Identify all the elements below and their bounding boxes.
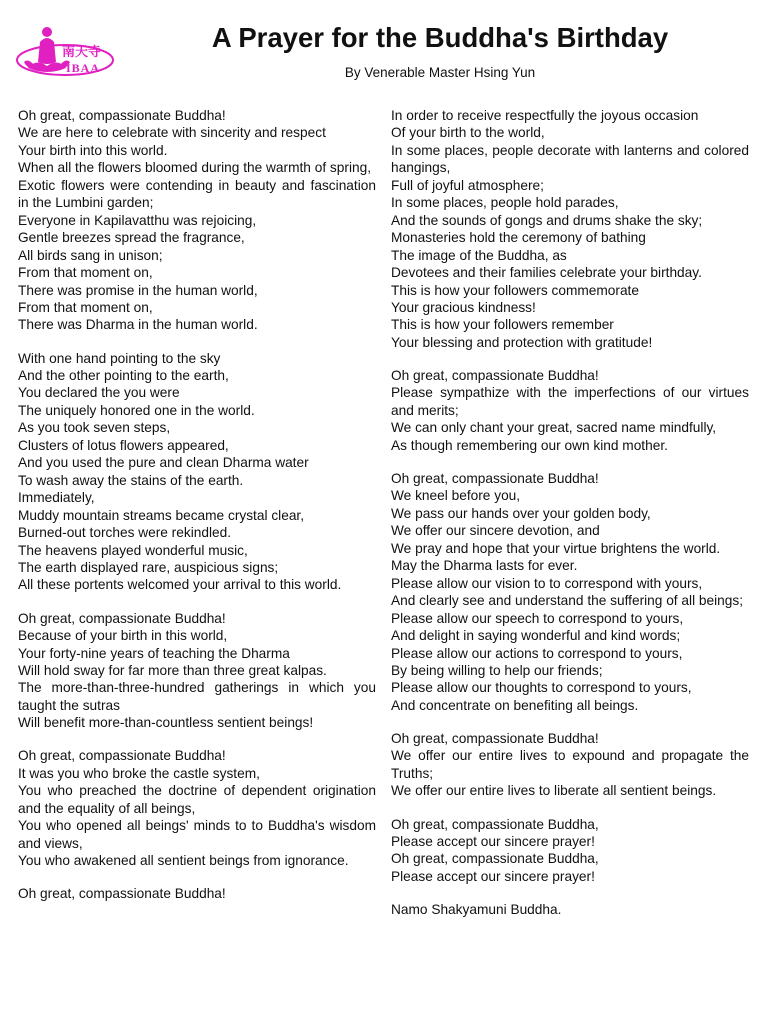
prayer-line: All these portents welcomed your arrival to this world.: [18, 577, 342, 593]
prayer-line: From that moment on,: [18, 299, 153, 315]
prayer-line: You who preached the doctrine of dependent origination and the equality of all beings,: [18, 783, 376, 816]
prayer-line: From that moment on,: [18, 265, 153, 281]
prayer-line: Everyone in Kapilavatthu was rejoicing,: [18, 212, 257, 228]
prayer-line: Of your birth to the world,: [391, 125, 545, 141]
prayer-line: In some places, people hold parades,: [391, 195, 619, 211]
prayer-line: Will hold sway for far more than three great kalpas.: [18, 662, 327, 678]
prayer-line: The uniquely honored one in the world.: [18, 402, 255, 418]
prayer-line: The more-than-three-hundred gatherings in which you taught the sutras: [18, 680, 376, 713]
prayer-line: All birds sang in unison;: [18, 247, 163, 263]
prayer-line: There was Dharma in the human world.: [18, 317, 258, 333]
prayer-line: Please accept our sincere prayer!: [391, 868, 595, 884]
prayer-line: Because of your birth in this world,: [18, 628, 228, 644]
prayer-line: Will benefit more-than-countless sentient beings!: [18, 715, 314, 731]
prayer-line: Your gracious kindness!: [391, 299, 536, 315]
prayer-line: And clearly see and understand the suffering of all beings;: [391, 593, 744, 609]
prayer-line: We pass our hands over your golden body,: [391, 505, 651, 521]
prayer-line: And concentrate on benefiting all beings.: [391, 697, 639, 713]
prayer-line: Full of joyful atmosphere;: [391, 177, 544, 193]
right-prayer-column: [391, 107, 749, 934]
prayer-line: There was promise in the human world,: [18, 282, 258, 298]
prayer-line: Your birth into this world.: [18, 142, 168, 158]
prayer-line: We offer our sincere devotion, and: [391, 523, 600, 539]
prayer-line: You who awakened all sentient beings from ignorance.: [18, 853, 349, 869]
prayer-stanza: [391, 367, 749, 454]
prayer-line: The image of the Buddha, as: [391, 247, 567, 263]
prayer-line: Oh great, compassionate Buddha!: [391, 470, 599, 486]
prayer-line: Your blessing and protection with gratitude!: [391, 334, 653, 350]
prayer-line: When all the flowers bloomed during the warmth of spring,: [18, 160, 372, 176]
prayer-line: Oh great, compassionate Buddha!: [18, 108, 226, 123]
logo-cjk-text: 南天寺: [62, 45, 102, 60]
prayer-stanza: [391, 816, 749, 886]
prayer-line: Please allow our thoughts to correspond to yours,: [391, 680, 692, 696]
prayer-line: We offer our entire lives to liberate all sentient beings.: [391, 783, 717, 799]
prayer-line: Immediately,: [18, 490, 95, 506]
prayer-line: Burned-out torches were rekindled.: [18, 525, 232, 541]
prayer-line: Oh great, compassionate Buddha!: [391, 368, 599, 384]
prayer-line: And you used the pure and clean Dharma water: [18, 455, 309, 471]
prayer-line: We pray and hope that your virtue brightens the world.: [391, 540, 721, 556]
prayer-line: Oh great, compassionate Buddha!: [18, 748, 226, 764]
prayer-line: Please allow our vision to to correspond with yours,: [391, 575, 703, 591]
left-prayer-column: [18, 107, 376, 918]
prayer-stanza: [391, 730, 749, 800]
prayer-line: With one hand pointing to the sky: [18, 350, 221, 366]
prayer-line: Please sympathize with the imperfections of our virtues and merits;: [391, 385, 749, 418]
prayer-line: In some places, people decorate with lanterns and colored hangings,: [391, 142, 749, 176]
prayer-line: Clusters of lotus flowers appeared,: [18, 437, 229, 453]
prayer-line: As you took seven steps,: [18, 420, 171, 436]
prayer-line: Oh great, compassionate Buddha!: [18, 610, 226, 626]
prayer-line: And the other pointing to the earth,: [18, 368, 229, 384]
prayer-line: Please allow our actions to correspond to yours,: [391, 645, 683, 661]
ibaa-logo: [14, 18, 116, 90]
lotus-buddha-logo-icon: [14, 18, 116, 90]
logo-latin-text: IBAA: [66, 61, 101, 75]
prayer-line: The heavens played wonderful music,: [18, 542, 248, 558]
prayer-line: Your forty-nine years of teaching the Dharma: [18, 645, 290, 661]
prayer-line: We offer our entire lives to expound and propagate the Truths;: [391, 748, 749, 781]
prayer-line: And delight in saying wonderful and kind words;: [391, 628, 681, 644]
prayer-line: We can only chant your great, sacred name mindfully,: [391, 420, 717, 436]
prayer-line: To wash away the stains of the earth.: [18, 472, 244, 488]
prayer-line: By being willing to help our friends;: [391, 662, 603, 678]
author-byline: By Venerable Master Hsing Yun: [344, 65, 536, 80]
prayer-line: May the Dharma lasts for ever.: [391, 558, 578, 574]
prayer-line: This is how your followers commemorate: [391, 282, 639, 298]
prayer-line: We kneel before you,: [391, 488, 521, 504]
prayer-stanza: [18, 350, 376, 594]
prayer-line: This is how your followers remember: [391, 317, 614, 333]
page-title: A Prayer for the Buddha's Birthday: [211, 22, 669, 53]
prayer-line: It was you who broke the castle system,: [18, 765, 260, 781]
prayer-stanza: [18, 610, 376, 732]
prayer-line: The earth displayed rare, auspicious signs;: [18, 560, 279, 576]
prayer-stanza: [391, 107, 749, 351]
prayer-line: Oh great, compassionate Buddha,: [391, 851, 599, 867]
prayer-line: Namo Shakyamuni Buddha.: [391, 902, 562, 918]
prayer-line: Muddy mountain streams became crystal clear,: [18, 507, 305, 523]
prayer-line: Gentle breezes spread the fragrance,: [18, 230, 245, 246]
prayer-line: As though remembering our own kind mother.: [391, 437, 668, 453]
prayer-line: Please accept our sincere prayer!: [391, 833, 595, 849]
prayer-stanza: [391, 470, 749, 714]
prayer-line: You declared the you were: [18, 385, 180, 401]
prayer-line: You who opened all beings' minds to to Buddha's wisdom and views,: [18, 818, 376, 851]
prayer-stanza: [18, 747, 376, 869]
prayer-line: Oh great, compassionate Buddha,: [391, 816, 599, 832]
prayer-line: Please allow our speech to correspond to yours,: [391, 610, 684, 626]
prayer-line: Devotees and their families celebrate your birthday.: [391, 265, 702, 281]
prayer-line: Monasteries hold the ceremony of bathing: [391, 230, 646, 246]
prayer-line: Oh great, compassionate Buddha!: [18, 886, 226, 902]
prayer-stanza: [18, 107, 376, 334]
prayer-stanza: [391, 901, 749, 918]
prayer-line: Oh great, compassionate Buddha!: [391, 731, 599, 747]
prayer-line: Exotic flowers were contending in beauty and fascination in the Lumbini garden;: [18, 177, 376, 211]
prayer-line: We are here to celebrate with sincerity and respect: [18, 125, 326, 141]
prayer-stanza: [18, 885, 376, 902]
prayer-line: And the sounds of gongs and drums shake the sky;: [391, 212, 703, 228]
prayer-line: In order to receive respectfully the joyous occasion: [391, 108, 699, 123]
